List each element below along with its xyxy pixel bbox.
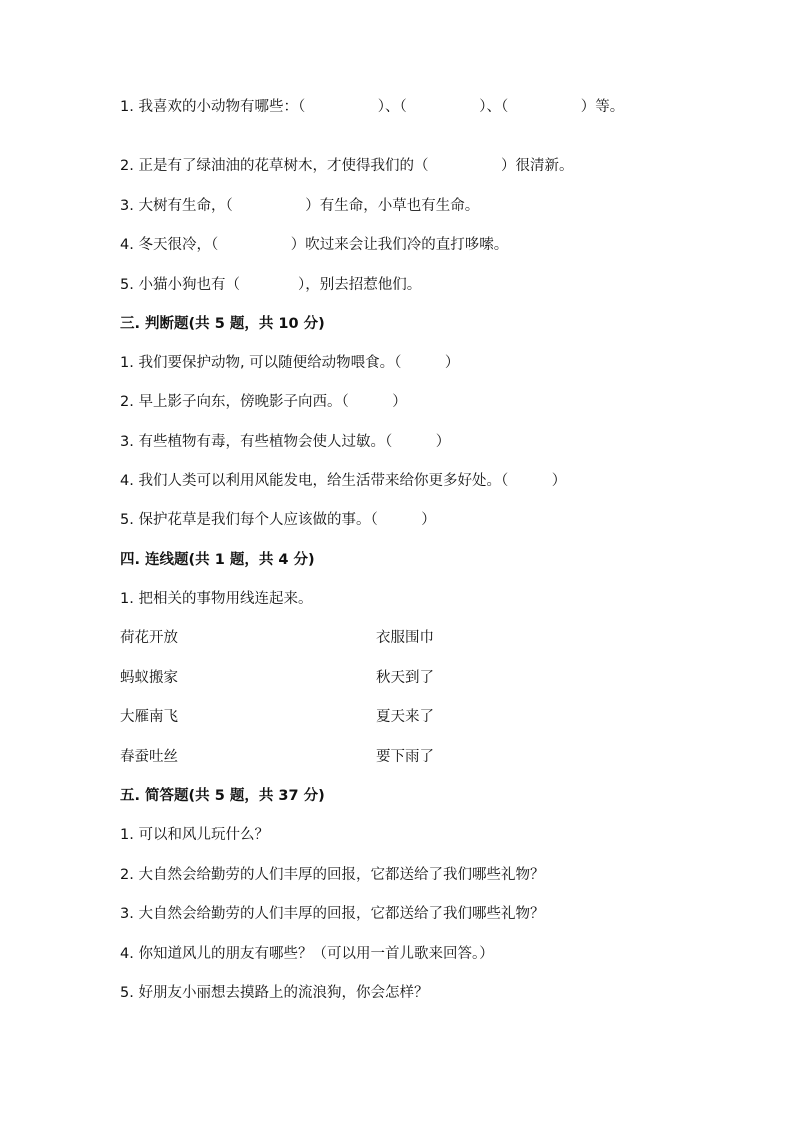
judge-question-3: 3. 有些植物有毒，有些植物会使人过敏。（ ） (120, 434, 451, 450)
match-right-item: 要下雨了 (376, 749, 434, 765)
fill-question-5: 5. 小猫小狗也有（ ），别去招惹他们。 (120, 277, 422, 293)
short-question-4: 4. 你知道风儿的朋友有哪些？（可以用一首儿歌来回答。） (120, 946, 494, 962)
judge-question-5: 5. 保护花草是我们每个人应该做的事。（ ） (120, 512, 436, 528)
short-question-3: 3. 大自然会给勤劳的人们丰厚的回报，它都送给了我们哪些礼物？ (120, 906, 545, 922)
match-section-heading: 四. 连线题(共 1 题，共 4 分) (120, 552, 315, 568)
short-section-heading: 五. 简答题(共 5 题，共 37 分) (120, 788, 325, 804)
match-right-item: 秋天到了 (376, 670, 434, 686)
match-right-item: 衣服围巾 (376, 630, 434, 646)
fill-question-2: 2. 正是有了绿油油的花草树木，才使得我们的（ ）很清新。 (120, 158, 574, 174)
match-right-item: 夏天来了 (376, 709, 434, 725)
short-question-5: 5. 好朋友小丽想去摸路上的流浪狗，你会怎样？ (120, 985, 429, 1001)
fill-question-3: 3. 大树有生命，（ ）有生命，小草也有生命。 (120, 198, 480, 214)
match-left-item: 春蚕吐丝 (120, 749, 178, 765)
match-left-item: 荷花开放 (120, 630, 178, 646)
judge-question-2: 2. 早上影子向东，傍晚影子向西。（ ） (120, 394, 407, 410)
match-instruction: 1. 把相关的事物用线连起来。 (120, 591, 313, 607)
short-question-1: 1. 可以和风儿玩什么？ (120, 827, 269, 843)
short-question-2: 2. 大自然会给勤劳的人们丰厚的回报，它都送给了我们哪些礼物？ (120, 867, 545, 883)
fill-question-1: 1. 我喜欢的小动物有哪些：（ ）、（ ）、（ ）等。 (120, 99, 625, 115)
match-left-item: 蚂蚁搬家 (120, 670, 178, 686)
fill-question-4: 4. 冬天很冷，（ ）吹过来会让我们冷的直打哆嗦。 (120, 237, 509, 253)
judge-question-4: 4. 我们人类可以利用风能发电，给生活带来给你更多好处。（ ） (120, 473, 567, 489)
judge-section-heading: 三. 判断题(共 5 题，共 10 分) (120, 316, 325, 332)
judge-question-1: 1. 我们要保护动物, 可以随便给动物喂食。（ ） (120, 355, 460, 371)
match-left-item: 大雁南飞 (120, 709, 178, 725)
